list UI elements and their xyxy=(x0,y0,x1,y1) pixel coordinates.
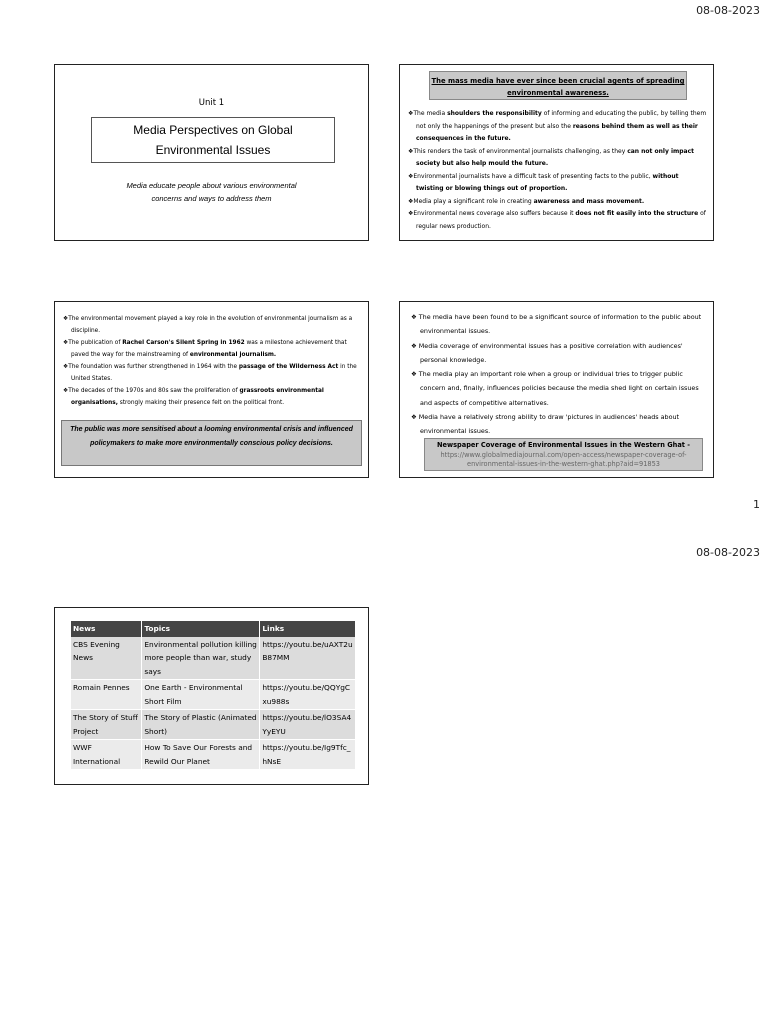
news-cell: WWF International xyxy=(71,740,142,770)
bullet-bold-text: reasons behind them as well as their consequences in the future. xyxy=(416,122,698,142)
bullet-icon: ❖ xyxy=(63,388,69,394)
table-header-row xyxy=(71,621,356,637)
topic-cell: How To Save Our Forests and Rewild Our Planet xyxy=(142,740,260,770)
bullet-bold-text: environmental journalism. xyxy=(189,352,277,358)
topic-cell: Environmental pollution killing more people than war, study says xyxy=(142,637,260,680)
list-item xyxy=(63,313,360,337)
bullet-icon: ❖ xyxy=(411,413,417,422)
slide-2-heading-line1: The mass media have ever since been crucial agents of spreading xyxy=(431,77,685,85)
page1-date: 08-08-2023 xyxy=(696,4,760,17)
column-header-topics: Topics xyxy=(142,621,260,637)
source-link[interactable]: https://www.globalmediajournal.com/open-access/newspaper-coverage-of-environmental-issues-in-the-western-ghat.php?aid=91853 xyxy=(440,450,687,468)
bullet-icon: ❖ xyxy=(408,147,414,155)
bullet-text: The media play an important role when a group or individual tries to trigger public concern and, finally, influences policies because the media shed light on certain issues and aspects of competitive alternatives. xyxy=(418,370,699,407)
bullet-bold-text: without twisting or blowing things out of proportion. xyxy=(416,172,679,192)
list-item xyxy=(411,310,705,339)
slide-2-mass-media xyxy=(399,64,714,241)
list-item xyxy=(408,108,707,146)
slide-4-bullet-list xyxy=(411,310,705,439)
slide-1-title-box xyxy=(91,117,335,163)
list-item xyxy=(411,339,705,368)
slide-1-subtitle-line2: concerns and ways to address them xyxy=(151,194,272,203)
bullet-icon: ❖ xyxy=(63,364,69,370)
bullet-bold-text: shoulders the responsibility xyxy=(447,110,542,117)
slide-3-bullet-list xyxy=(63,313,360,409)
bullet-text: The environmental movement played a key role in the evolution of environmental journalism as a discipline. xyxy=(68,316,353,334)
table-row xyxy=(71,710,356,740)
slide-2-heading xyxy=(429,71,687,100)
bullet-text: strongly making their presence felt on the political front. xyxy=(117,400,285,406)
bullet-text: The media xyxy=(413,110,448,117)
news-links-table xyxy=(71,621,356,770)
slide-3-highlight-box: The public was more sensitised about a looming environmental crisis and influenced policymakers to make more environmentally conscious policy decisions. xyxy=(61,420,362,466)
slide-3-environmental-movement xyxy=(54,301,369,478)
list-item xyxy=(408,171,707,196)
list-item xyxy=(63,385,360,409)
bullet-bold-text: Rachel Carson's Silent Spring in 1962 xyxy=(122,340,245,346)
slide-1-subtitle-line1: Media educate people about various environmental xyxy=(126,181,297,190)
slide-1-unit-label: Unit 1 xyxy=(198,98,225,108)
bullet-icon: ❖ xyxy=(408,110,414,117)
bullet-text: was a milestone achievement that paved the way for the mainstreaming of xyxy=(71,340,347,358)
table-row xyxy=(71,680,356,710)
slide-2-heading-line2: environmental awareness. xyxy=(507,89,609,97)
column-header-links: Links xyxy=(260,621,356,637)
bullet-bold-text: grassroots environmental organisations, xyxy=(71,388,324,406)
news-cell: CBS Evening News xyxy=(71,637,142,680)
bullet-text: The media have been found to be a significant source of information to the public about environmental issues. xyxy=(418,313,702,336)
bullet-text: The foundation was further strengthened in 1964 with the xyxy=(68,364,239,370)
link-cell[interactable]: https://youtu.be/uAXT2uB87MM xyxy=(260,637,356,680)
table-row xyxy=(71,740,356,770)
list-item xyxy=(63,337,360,361)
news-cell: Romain Pennes xyxy=(71,680,142,710)
bullet-text: of regular news production. xyxy=(416,210,706,230)
slide-1-title-line2: Environmental Issues xyxy=(155,143,271,157)
bullet-bold-text: can not only impact society but also help mould the future. xyxy=(416,147,695,167)
slide-1-title xyxy=(54,64,369,241)
bullet-icon: ❖ xyxy=(411,341,417,350)
bullet-text: The publication of xyxy=(68,340,123,346)
bullet-bold-text: passage of the Wilderness Act xyxy=(238,364,339,370)
slide-1-title-line1: Media Perspectives on Global xyxy=(133,123,293,137)
bullet-text: of informing and educating the public, by telling them not only the happenings of the present but also the xyxy=(416,110,707,130)
bullet-text: Environmental journalists have a difficult task of presenting facts to the public, xyxy=(413,172,653,180)
bullet-icon: ❖ xyxy=(63,340,69,346)
bullet-bold-text: awareness and mass movement. xyxy=(533,197,645,205)
bullet-text: This renders the task of environmental journalists challenging, as they xyxy=(413,147,628,155)
bullet-icon: ❖ xyxy=(408,172,414,180)
news-cell: The Story of Stuff Project xyxy=(71,710,142,740)
bullet-icon: ❖ xyxy=(411,370,417,379)
list-item xyxy=(411,410,705,439)
slide-5-news-table xyxy=(54,607,369,785)
topic-cell: One Earth - Environmental Short Film xyxy=(142,680,260,710)
slide-2-bullet-list xyxy=(408,108,707,233)
bullet-text: Environmental news coverage also suffers because it xyxy=(413,210,576,217)
bullet-icon: ❖ xyxy=(408,197,414,205)
slide-1-subtitle xyxy=(95,179,328,205)
column-header-news: News xyxy=(71,621,142,637)
link-cell[interactable]: https://youtu.be/lO3SA4YyEYU xyxy=(260,710,356,740)
bullet-text: in the United States. xyxy=(71,364,357,382)
table-row xyxy=(71,637,356,680)
list-item xyxy=(408,208,707,233)
page2-date: 08-08-2023 xyxy=(696,546,760,559)
list-item xyxy=(408,146,707,171)
list-item xyxy=(408,196,707,209)
bullet-icon: ❖ xyxy=(411,313,417,321)
slide-4-media-role xyxy=(399,301,714,478)
bullet-bold-text: does not fit easily into the structure xyxy=(575,210,699,217)
slide-4-source-box xyxy=(424,438,703,471)
bullet-icon: ❖ xyxy=(408,210,414,217)
topic-cell: The Story of Plastic (Animated Short) xyxy=(142,710,260,740)
bullet-text: Media play a significant role in creating xyxy=(413,197,534,205)
bullet-text: Media coverage of environmental issues has a positive correlation with audiences' personal knowledge. xyxy=(418,341,683,364)
link-cell[interactable]: https://youtu.be/QQYgCxu988s xyxy=(260,680,356,710)
list-item xyxy=(411,367,705,410)
link-cell[interactable]: https://youtu.be/Ig9Tfc_hNsE xyxy=(260,740,356,770)
bullet-text: The decades of the 1970s and 80s saw the proliferation of xyxy=(68,388,240,394)
source-title: Newspaper Coverage of Environmental Issues in the Western Ghat - xyxy=(437,441,690,449)
bullet-text: Media have a relatively strong ability to draw 'pictures in audiences' heads about environmental issues. xyxy=(418,413,680,436)
bullet-icon: ❖ xyxy=(63,316,69,322)
page-number: 1 xyxy=(753,498,760,511)
list-item xyxy=(63,361,360,385)
